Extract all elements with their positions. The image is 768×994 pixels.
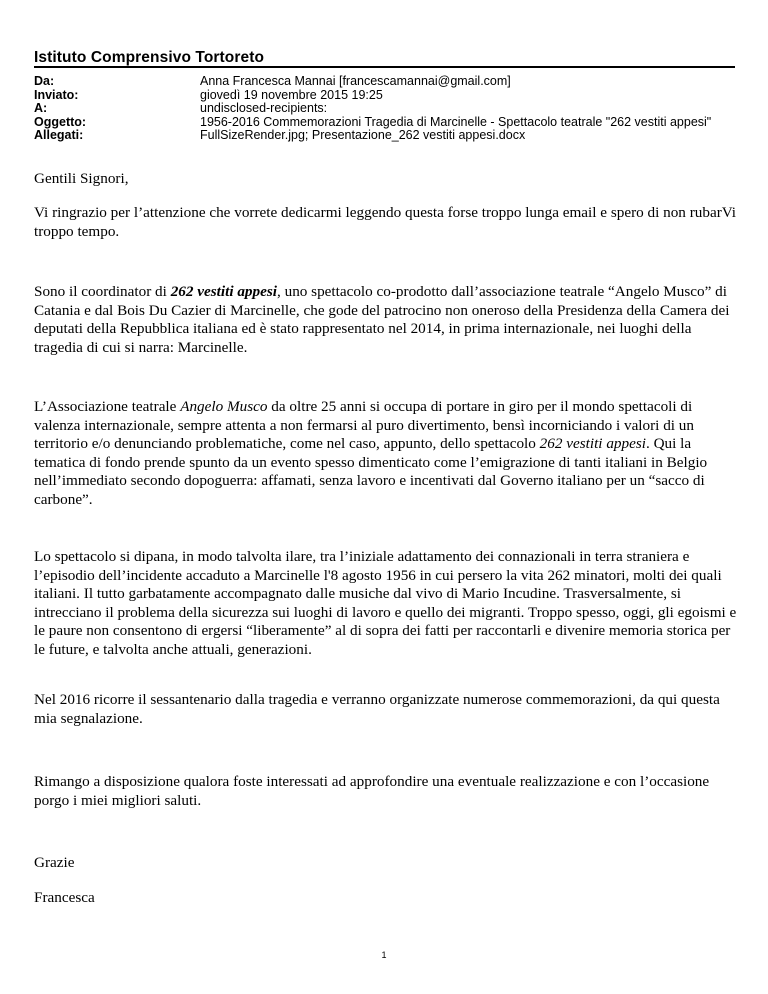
association-name: Angelo Musco xyxy=(180,398,268,415)
paragraph-plot: Lo spettacolo si dipana, in modo talvolta ilare, tra l’iniziale adattamento dei connazionali in terra straniera e l’episodio dell’incidente accaduto a Marcinelle l'8 agosto 1956 in cui persero la vita 262 minatori, molti dei quali italiani. Il tutto garbatamente accompagnato dalle musiche dal vivo di Mario Incudine. Trasversalmente, si intrecciano il problema della sicurezza sui luoghi di lavoro e quello dei migranti. Troppo spesso, oggi, gli egoismi e le paure non consentono di ergersi “liberamente” al di sopra dei fatti per raccontarli e divenire memoria storica per le future, e talvolta anche attuali, generazioni. xyxy=(34,548,737,658)
header-row-attachments xyxy=(34,129,711,143)
paragraph-association xyxy=(34,398,737,510)
sent-label: Inviato: xyxy=(34,87,79,102)
subject-value: 1956-2016 Commemorazioni Tragedia di Marcinelle - Spettacolo teatrale "262 vestiti appesi" xyxy=(200,114,712,129)
to-label: A: xyxy=(34,101,48,116)
from-value: Anna Francesca Mannai [francescamannai@gmail.com] xyxy=(200,74,511,88)
from-label: Da: xyxy=(34,74,55,88)
page-number: 1 xyxy=(381,950,387,960)
signature: Francesca xyxy=(34,889,95,906)
sent-value: giovedì 19 novembre 2015 19:25 xyxy=(200,87,383,102)
p2-text-b: , uno spettacolo co-prodotto dall’associazione teatrale “Angelo Musco” di Catania e dal Bois Du Cazier di Marcinelle, che gode del patrocino non oneroso della Presidenza della Camera dei deputati della Repubblica italiana ed è stato rappresentato nel 2014, in prima internazionale, nei luoghi della tragedia di cui si narra: Marcinelle. xyxy=(34,283,730,356)
to-value: undisclosed-recipients: xyxy=(200,101,328,116)
header-row-to xyxy=(34,102,711,116)
thanks: Grazie xyxy=(34,854,75,871)
paragraph-intro: Vi ringrazio per l’attenzione che vorrete dedicarmi leggendo questa forse troppo lunga email e spero di non rubarVi troppo tempo. xyxy=(34,204,737,240)
paragraph-anniversary: Nel 2016 ricorre il sessantenario dalla tragedia e verranno organizzate numerose commemorazioni, da qui questa mia segnalazione. xyxy=(34,691,720,727)
greeting: Gentili Signori, xyxy=(34,170,129,187)
p3-text-c: . Qui la tematica di fondo prende spunto da un evento spesso dimenticato come l’emigrazione di tanti italiani in Belgio nell’immediato secondo dopoguerra: affamati, senza lavoro e incentivati dal Governo italiano per un “sacco di carbone”. xyxy=(34,435,708,508)
p2-text-a: Sono il coordinator di xyxy=(34,283,171,300)
header-divider xyxy=(34,66,735,68)
header-row-sent xyxy=(34,89,711,103)
header-row-subject xyxy=(34,116,711,130)
paragraph-closing: Rimango a disposizione qualora foste interessati ad approfondire una eventuale realizzazione e con l’occasione porgo i miei migliori saluti. xyxy=(34,773,710,809)
email-header xyxy=(34,75,711,143)
p3-text-b: da oltre 25 anni si occupa di portare in giro per il mondo spettacoli di valenza internazionale, sempre attenta a non fermarsi al puro divertimento, bensì incorniciando i valori di un territorio e/o denunciando problematiche, come nel caso, appunto, dello spettacolo xyxy=(34,398,694,453)
organization-title: Istituto Comprensivo Tortoreto xyxy=(34,49,265,66)
subject-label: Oggetto: xyxy=(34,114,87,129)
attachments-value: FullSizeRender.jpg; Presentazione_262 vestiti appesi.docx xyxy=(200,128,526,143)
paragraph-show xyxy=(34,283,737,357)
header-row-from xyxy=(34,75,711,89)
p3-text-a: L’Associazione teatrale xyxy=(34,398,181,415)
show-title: 262 vestiti appesi xyxy=(170,283,277,300)
show-title-2: 262 vestiti appesi xyxy=(539,435,646,453)
attachments-label: Allegati: xyxy=(34,128,84,143)
